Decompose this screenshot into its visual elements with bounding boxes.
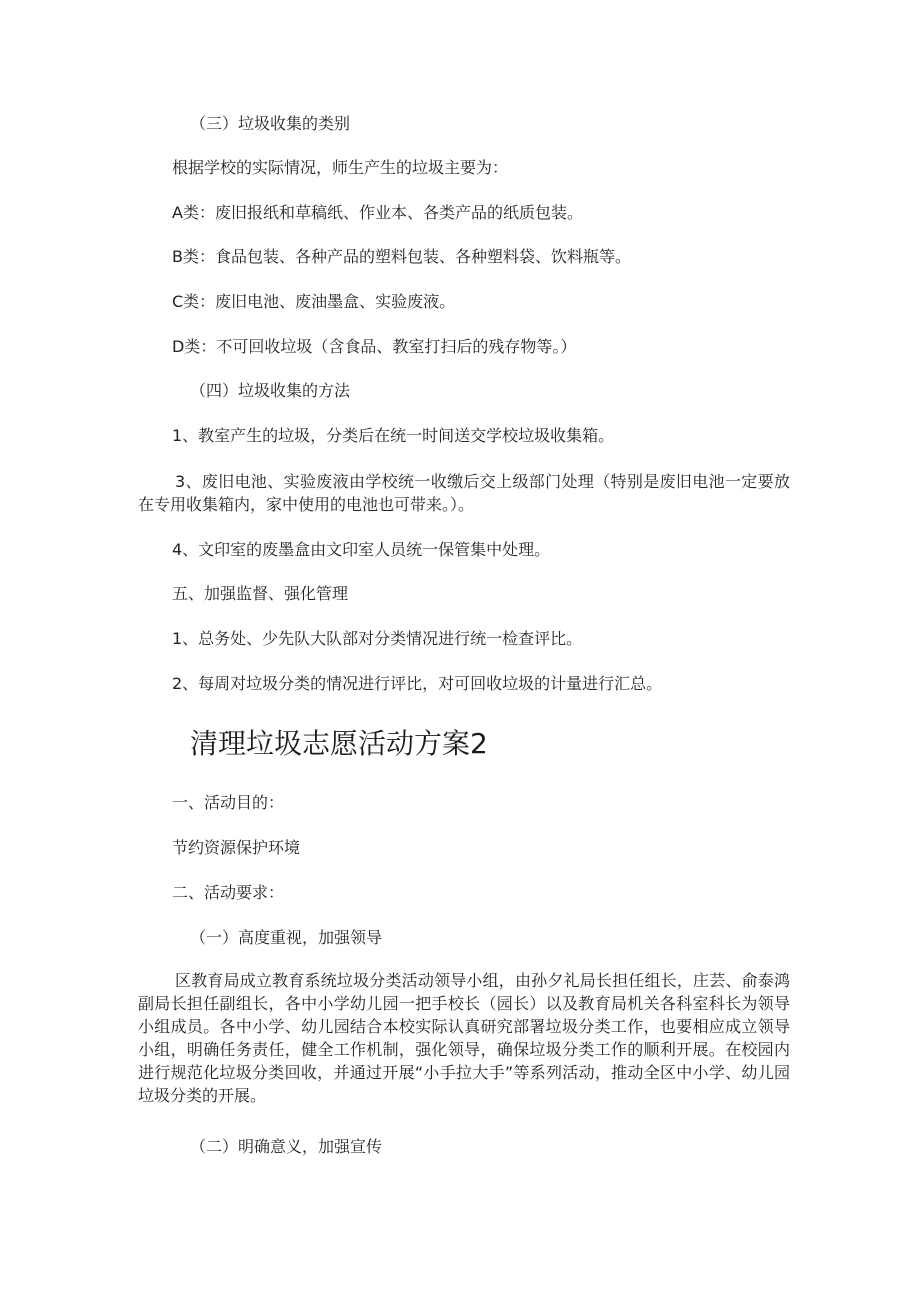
leadership-paragraph: 区教育局成立教育系统垃圾分类活动领导小组，由孙夕礼局长担任组长，庄芸、俞泰鸿副局长担任副组长，各中小学幼儿园一把手校长（园长）以及教育局机关各科室科长为领导小组成员。各中小学、幼儿园结合本校实际认真研究部署垃圾分类工作，也要相应成立领导小组，明确任务责任，健全工作机制，强化领导，确保垃圾分类工作的顺利开展。在校园内进行规范化垃圾分类回收，并通过开展“小手拉大手”等系列活动，推动全区中小学、幼儿园垃圾分类的开展。 (138, 971, 790, 1105)
subheading-publicity: （二）明确意义，加强宣传 (190, 1137, 383, 1156)
categories-intro: 根据学校的实际情况，师生产生的垃圾主要为： (172, 158, 509, 177)
subheading-leadership: （一）高度重视，加强领导 (190, 928, 383, 947)
activity-purpose-text: 节约资源保护环境 (172, 838, 301, 857)
supervision-item-1: 1、总务处、少先队大队部对分类情况进行统一检查评比。 (172, 629, 583, 648)
method-item-1: 1、教室产生的垃圾，分类后在统一时间送交学校垃圾收集箱。 (172, 426, 615, 445)
heading-activity-purpose: 一、活动目的： (172, 793, 285, 812)
method-item-4: 4、文印室的废墨盒由文印室人员统一保管集中处理。 (172, 540, 551, 559)
heading-activity-requirements: 二、活动要求： (172, 883, 285, 902)
heading-garbage-categories: （三）垃圾收集的类别 (190, 114, 351, 133)
supervision-item-2: 2、每周对垃圾分类的情况进行评比，对可回收垃圾的计量进行汇总。 (172, 674, 663, 693)
category-b: B类：食品包装、各种产品的塑料包装、各种塑料袋、饮料瓶等。 (172, 247, 631, 266)
category-c: C类：废旧电池、废油墨盒、实验废液。 (172, 292, 456, 311)
heading-collection-methods: （四）垃圾收集的方法 (190, 381, 351, 400)
heading-supervision: 五、加强监督、强化管理 (172, 584, 349, 603)
category-d: D类：不可回收垃圾（含食品、教室打扫后的残存物等。） (172, 337, 577, 356)
document-title: 清理垃圾志愿活动方案2 (190, 727, 488, 760)
category-a: A类：废旧报纸和草稿纸、作业本、各类产品的纸质包装。 (172, 203, 583, 222)
method-item-3: 3、废旧电池、实验废液由学校统一收缴后交上级部门处理（特别是废旧电池一定要放在专用收集箱内，家中使用的电池也可带来。）。 (138, 472, 790, 514)
